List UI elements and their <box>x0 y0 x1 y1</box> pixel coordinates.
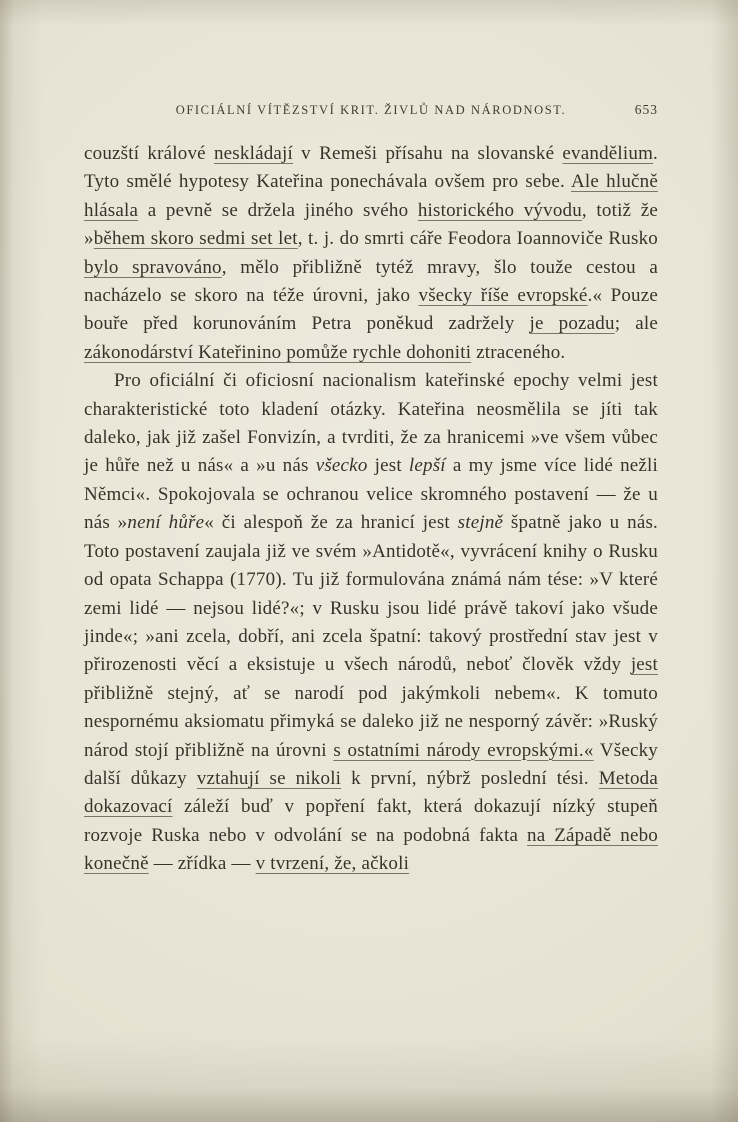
underlined-text: Metoda dokazovací <box>84 767 659 818</box>
text-run: a pevně se držela jiného svého <box>138 199 418 221</box>
underlined-text: jest <box>630 654 658 676</box>
underlined-text: zákonodárství Kateřinino pomůže rychle dohoniti <box>84 341 472 363</box>
underlined-text: na Západě nebo konečně <box>84 824 659 875</box>
text-run: , totiž že » <box>84 199 659 250</box>
italic-text: všecko <box>315 455 368 477</box>
underlined-text: Ale hlučně hlásala <box>84 171 658 221</box>
page-number: 653 <box>634 102 658 117</box>
text-run: « či alespoň že za hranicí jest <box>204 512 458 534</box>
running-header <box>84 103 658 118</box>
text-run: a my jsme více lidé nežli Němci«. Spokojovala se ochranou velice skromného postavení — že u nás » <box>84 455 658 534</box>
text-run: . Tyto smělé hypotesy Kateřina ponechávala ovšem pro sebe. <box>84 143 658 193</box>
text-run: , t. j. do smrti cáře Feodora Ioannoviče Rusko <box>297 228 658 250</box>
underlined-text: evandělium <box>562 143 654 164</box>
paragraph <box>84 140 658 367</box>
page-body <box>84 140 658 879</box>
text-run: v Remeši přísahu na slovanské <box>293 143 563 164</box>
italic-text: není hůře <box>127 512 205 534</box>
text-run: špatně jako u nás. Toto postavení zaujala již ve svém »Antidotě«, vyvrácení knihy o Rusku od opata Schappa (1770). Tu již formulována známá nám tése: »V které zemi lidé — nejsou lidé?«; v Rusku jsou lidé právě takoví jako všude jinde«; »ani zcela, dobří, ani zcela špatní: takový prostřední stav jest v přirozenosti věcí a eksistuje u všech národů, neboť člověk vždy <box>84 512 658 676</box>
text-run: .« Pouze bouře před korunováním Petra poněkud zadržely <box>84 285 658 335</box>
underlined-text: vztahují se nikoli <box>196 767 342 789</box>
underlined-text: bylo spravováno <box>84 256 222 278</box>
text-run: , mělo přibližně tytéž mravy, šlo touže cestou a nacházelo se skoro na téže úrovni, jako <box>84 256 659 307</box>
underlined-text: je pozadu <box>529 313 615 335</box>
running-header-title: OFICIÁLNÍ VÍTĚZSTVÍ KRIT. ŽIVLŮ NAD NÁRODNOST. <box>175 103 567 117</box>
text-run: přibližně stejný, ať se narodí pod jakýmkoli nebem«. K tomuto nespornému aksiomatu přimyká se daleko již ne nesporný závěr: »Ruský národ stojí přibližně na úrovni <box>84 682 658 761</box>
underlined-text: historického vývodu <box>417 199 582 221</box>
underlined-text: během skoro sedmi set let <box>93 228 298 250</box>
italic-text: lepší <box>408 455 446 477</box>
text-run: k první, nýbrž poslední tési. <box>341 767 599 789</box>
underlined-text: všecky říše evropské <box>418 285 588 307</box>
text-run: Všecky další důkazy <box>84 739 658 789</box>
underlined-text: s ostatními národy evropskými.« <box>333 739 594 761</box>
text-run: ztraceného. <box>471 341 566 363</box>
paragraph <box>84 367 658 878</box>
text-run: couzští králové <box>84 143 214 164</box>
text-run: jest <box>367 455 409 477</box>
text-run: — zřídka — <box>148 853 256 875</box>
underlined-text: v tvrzení, že, ačkoli <box>255 853 410 875</box>
italic-text: stejně <box>457 512 504 534</box>
text-run: záleží buď v popření fakt, která dokazují nízký stupeň rozvoje Ruska nebo v odvolání se na podobná fakta <box>84 796 658 846</box>
underlined-text: neskládají <box>213 143 293 164</box>
text-run: Pro oficiální či oficiosní nacionalism kateřinské epochy velmi jest charakteristické toto kladení otázky. Kateřina neosmělila se jíti tak daleko, jak již zašel Fonvizín, a tvrditi, že za hranicemi »ve všem vůbec je hůře než u nás« a »u nás <box>84 370 658 477</box>
text-run: ; ale <box>614 313 658 335</box>
